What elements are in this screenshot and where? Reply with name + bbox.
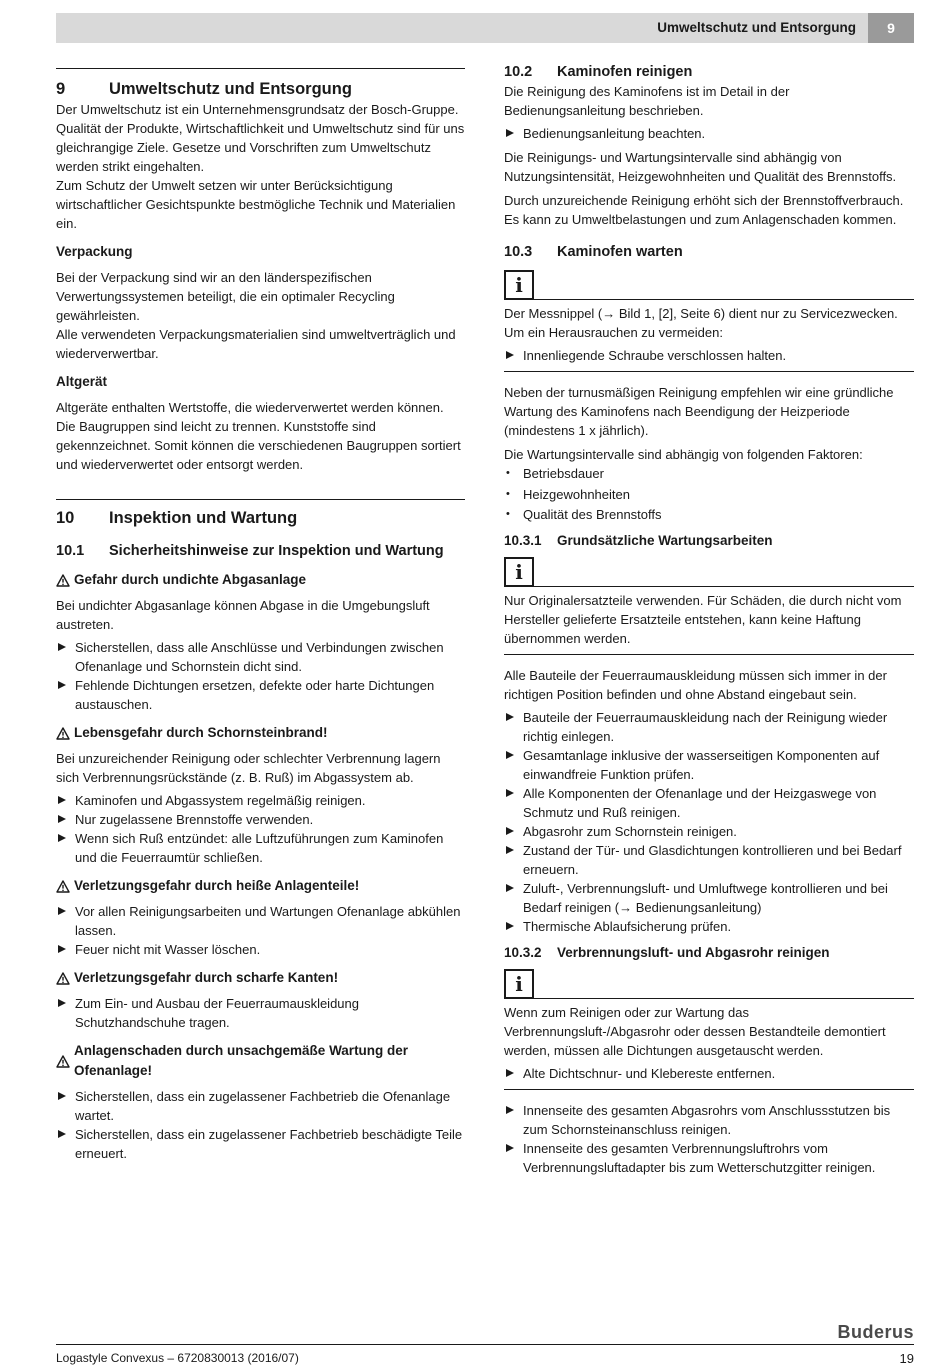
list-item: Alte Dichtschnur- und Klebereste entfernen. [504, 1064, 914, 1083]
paragraph: Wenn zum Reinigen oder zur Wartung das Verbrennungsluft-/Abgasrohr oder dessen Bestandteile demontiert werden, müssen alle Dichtungen ausgetauscht werden. [504, 1005, 886, 1058]
chapter-number: 9 [868, 13, 914, 43]
action-list [504, 346, 914, 365]
action-list [56, 1087, 465, 1163]
bullet-list [504, 464, 914, 524]
list-item: Sicherstellen, dass alle Anschlüsse und Verbindungen zwischen Ofenanlage und Schornstein dicht sind. [56, 638, 465, 676]
section-title: Umweltschutz und Entsorgung [109, 80, 352, 98]
buderus-logo: Buderus [837, 1322, 914, 1342]
list-item: Sicherstellen, dass ein zugelassener Fachbetrieb beschädigte Teile erneuert. [56, 1125, 465, 1163]
footer-divider [56, 1344, 914, 1345]
warning-heading [56, 1041, 465, 1081]
section-number: 9 [56, 80, 66, 98]
paragraph: Altgeräte enthalten Wertstoffe, die wiederverwertet werden können. Die Baugruppen sind leicht zu trennen. Kunststoffe sind gekennzeichnet. Somit können die verschiedenen Baugruppen sortiert und wiederverwertet oder entsorgt werden. [56, 400, 461, 472]
info-icon: i [504, 557, 534, 587]
action-list [56, 994, 465, 1032]
document-reference: Logastyle Convexus – 6720830013 (2016/07) [56, 1351, 299, 1365]
warning-triangle-icon [56, 880, 70, 893]
section-title: Inspektion und Wartung [109, 509, 298, 527]
list-item: Bauteile der Feuerraumauskleidung nach der Reinigung wieder richtig einlegen. [504, 708, 914, 746]
section-number: 10.3.1 [504, 533, 542, 548]
list-item: • Qualität des Brennstoffs [504, 505, 914, 524]
section-number: 10.2 [504, 64, 533, 80]
section-number: 10.1 [56, 543, 85, 559]
divider [534, 998, 914, 999]
subheading-verpackung: Verpackung [56, 244, 133, 259]
paragraph: Alle Bauteile der Feuerraumauskleidung müssen sich immer in der richtigen Position befinden und ohne Abstand eingebaut sein. [504, 668, 887, 702]
divider [534, 586, 914, 587]
paragraph: Der Umweltschutz ist ein Unternehmensgrundsatz der Bosch-Gruppe. Qualität der Produkte, Wirtschaftlichkeit und Umweltschutz sind für uns gleichrangige Ziele. Gesetze und Vorschriften zum Umweltschutz werden strikt eingehalten. [56, 102, 465, 174]
list-item: • Betriebsdauer [504, 464, 914, 483]
paragraph: Zum Schutz der Umwelt setzen wir unter Berücksichtigung wirtschaftlicher Gesichtspunkte bestmögliche Technik und Materialien ein. [56, 178, 456, 231]
paragraph: Der Messnippel (→ Bild 1, [2], Seite 6) dient nur zu Servicezwecken. Um ein Herausrauchen zu vermeiden: [504, 306, 898, 340]
paragraph: Bei undichter Abgasanlage können Abgase in die Umgebungsluft austreten. [56, 598, 430, 632]
paragraph: Die Reinigungs- und Wartungsintervalle sind abhängig von Nutzungsintensität, Heizgewohnheiten und Qualität des Brennstoffs. [504, 150, 897, 184]
section-number: 10.3.2 [504, 945, 542, 960]
section-10-heading [56, 507, 465, 529]
section-10-3-1-heading [504, 531, 914, 551]
paragraph: Die Wartungsintervalle sind abhängig von folgenden Faktoren: [504, 447, 863, 462]
warning-title: Lebensgefahr durch Schornsteinbrand! [74, 725, 328, 740]
section-10-3-heading [504, 242, 914, 262]
page-number: 19 [899, 1351, 914, 1366]
warning-triangle-icon [56, 1055, 70, 1068]
list-item: Bedienungsanleitung beachten. [504, 124, 914, 143]
list-item: Thermische Ablaufsicherung prüfen. [504, 917, 914, 936]
warning-triangle-icon [56, 574, 70, 587]
warning-heading [56, 968, 465, 988]
section-title: Verbrennungsluft- und Abgasrohr reinigen [557, 945, 830, 960]
paragraph: Bei unzureichender Reinigung oder schlechter Verbrennung lagern sich Verbrennungsrückstände (z. B. Ruß) im Abgassystem ab. [56, 751, 441, 785]
warning-triangle-icon [56, 972, 70, 985]
paragraph: Nur Originalersatzteile verwenden. Für Schäden, die durch nicht vom Hersteller gelieferte Ersatzteile entstehen, kann keine Haftung übernommen werden. [504, 593, 902, 646]
warning-title: Gefahr durch undichte Abgasanlage [74, 572, 307, 587]
section-title: Sicherheitshinweise zur Inspektion und Wartung [109, 543, 444, 559]
list-item: Abgasrohr zum Schornstein reinigen. [504, 822, 914, 841]
warning-triangle-icon [56, 727, 70, 740]
warning-title: Verletzungsgefahr durch heiße Anlagenteile! [74, 878, 360, 893]
action-list [504, 124, 914, 143]
list-item: Sicherstellen, dass ein zugelassener Fachbetrieb die Ofenanlage wartet. [56, 1087, 465, 1125]
section-10-2-heading [504, 62, 914, 82]
list-item: Fehlende Dichtungen ersetzen, defekte oder harte Dichtungen austauschen. [56, 676, 465, 714]
right-column [504, 62, 914, 1177]
info-box [504, 270, 914, 372]
section-title: Grundsätzliche Wartungsarbeiten [557, 533, 773, 548]
section-10 [56, 499, 465, 1163]
list-item: Zustand der Tür- und Glasdichtungen kontrollieren und bei Bedarf erneuern. [504, 841, 914, 879]
list-item: Innenseite des gesamten Abgasrohrs vom Anschlussstutzen bis zum Schornsteinanschluss reinigen. [504, 1101, 914, 1139]
paragraph: Neben der turnusmäßigen Reinigung empfehlen wir eine gründliche Wartung des Kaminofens nach Beendigung der Heizperiode (mindestens 1 x jährlich). [504, 385, 894, 438]
list-item: Innenseite des gesamten Verbrennungsluftrohrs vom Verbrennungsluftadapter bis zum Wetterschutzgitter reinigen. [504, 1139, 914, 1177]
warning-title: Verletzungsgefahr durch scharfe Kanten! [74, 970, 339, 985]
section-10-3-2-heading [504, 943, 914, 963]
section-title: Kaminofen warten [557, 244, 683, 260]
list-item: Innenliegende Schraube verschlossen halten. [504, 346, 914, 365]
subheading-altgeraet: Altgerät [56, 374, 108, 389]
section-10-1-heading [56, 541, 465, 561]
action-list [56, 902, 465, 959]
warning-heading [56, 876, 465, 896]
list-item: Zuluft-, Verbrennungsluft- und Umluftwege kontrollieren und bei Bedarf reinigen (→ Bedienungsanleitung) [504, 879, 914, 917]
action-list [56, 791, 465, 867]
list-item: Wenn sich Ruß entzündet: alle Luftzuführungen zum Kaminofen und die Feuerraumtür schließen. [56, 829, 465, 867]
warning-title: Anlagenschaden durch unsachgemäße Wartung der Ofenanlage! [74, 1043, 409, 1078]
section-9 [56, 68, 465, 474]
section-title: Kaminofen reinigen [557, 64, 693, 80]
paragraph: Durch unzureichende Reinigung erhöht sich der Brennstoffverbrauch. Es kann zu Umweltbelastungen und zum Anlagenschaden kommen. [504, 193, 904, 227]
warning-heading [56, 723, 465, 743]
section-number: 10.3 [504, 244, 533, 260]
info-box [504, 557, 914, 655]
list-item: Alle Komponenten der Ofenanlage und der Heizgaswege von Schmutz und Ruß reinigen. [504, 784, 914, 822]
paragraph: Alle verwendeten Verpackungsmaterialien sind umweltverträglich und wiederverwertbar. [56, 327, 456, 361]
info-icon: i [504, 969, 534, 999]
list-item: Vor allen Reinigungsarbeiten und Wartungen Ofenanlage abkühlen lassen. [56, 902, 465, 940]
info-icon: i [504, 270, 534, 300]
header-title: Umweltschutz und Entsorgung [657, 20, 856, 35]
list-item: Feuer nicht mit Wasser löschen. [56, 940, 465, 959]
paragraph: Die Reinigung des Kaminofens ist im Detail in der Bedienungsanleitung beschrieben. [504, 84, 790, 118]
section-number: 10 [56, 509, 75, 527]
list-item: Zum Ein- und Ausbau der Feuerraumauskleidung Schutzhandschuhe tragen. [56, 994, 465, 1032]
action-list [56, 638, 465, 714]
section-9-heading [56, 78, 465, 100]
action-list [504, 708, 914, 936]
list-item: Gesamtanlage inklusive der wasserseitigen Komponenten auf einwandfreie Funktion prüfen. [504, 746, 914, 784]
paragraph: Bei der Verpackung sind wir an den länderspezifischen Verwertungssystemen beteiligt, die ein optimaler Recycling gewährleisten. [56, 270, 395, 323]
info-box [504, 969, 914, 1090]
divider [534, 299, 914, 300]
page-header [56, 13, 914, 43]
action-list [504, 1101, 914, 1177]
list-item: • Heizgewohnheiten [504, 485, 914, 504]
action-list [504, 1064, 914, 1083]
left-column [56, 68, 465, 1163]
list-item: Kaminofen und Abgassystem regelmäßig reinigen. [56, 791, 465, 810]
list-item: Nur zugelassene Brennstoffe verwenden. [56, 810, 465, 829]
warning-heading [56, 570, 465, 590]
